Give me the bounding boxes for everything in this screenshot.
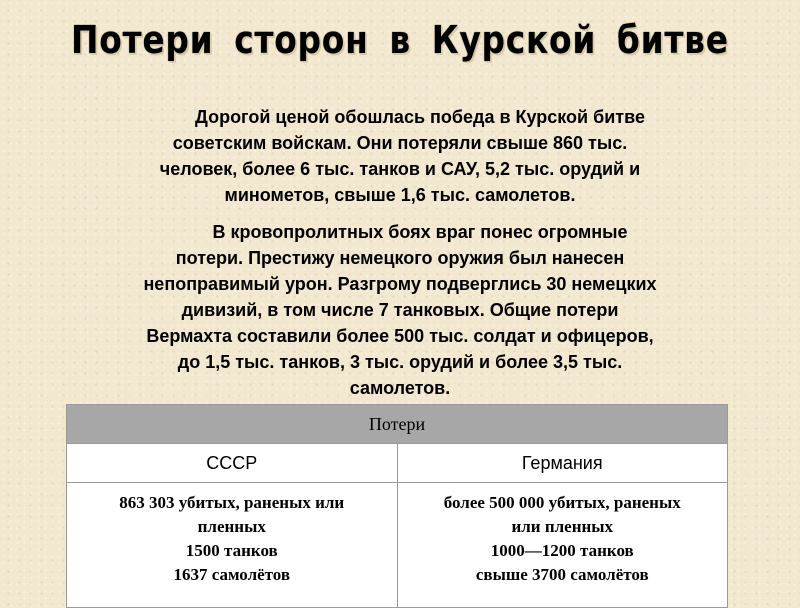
paragraph-line: дивизий, в том числе 7 танковых. Общие потери (181, 300, 619, 320)
cell-line: свыше 3700 самолётов (475, 565, 649, 584)
paragraph-line: человек, более 6 тыс. танков и САУ, 5,2 тыс. орудий и (159, 159, 641, 179)
paragraph-line: до 1,5 тыс. танков, 3 тыс. орудий и более 3,5 тыс. (177, 352, 623, 372)
cell-line: более 500 000 убитых, раненых (443, 493, 681, 512)
cell-line: 1000—1200 танков (490, 541, 634, 560)
table-columns-row (67, 444, 728, 483)
cell-line: 863 303 убитых, раненых или (119, 493, 345, 512)
germany-losses-cell (397, 483, 728, 608)
paragraph-line: потери. Престижу немецкого оружия был нанесен (175, 248, 625, 268)
losses-table (66, 404, 728, 608)
cell-line: пленных (197, 517, 266, 536)
table-header: Потери (67, 405, 728, 444)
paragraph-line: Вермахта составили более 500 тыс. солдат и офицеров, (146, 326, 654, 346)
paragraph-line: Дорогой ценой обошлась победа в Курской битве (195, 107, 645, 127)
paragraph-line: В кровопролитных боях враг понес огромные (212, 222, 628, 242)
cell-line: или пленных (511, 517, 614, 536)
cell-line: 1637 самолётов (173, 565, 291, 584)
page-title: Потери сторон в Курской битве (71, 18, 729, 62)
paragraph-line: минометов, свыше 1,6 тыс. самолетов. (224, 185, 576, 205)
cell-line: 1500 танков (185, 541, 278, 560)
table-row (67, 483, 728, 608)
column-ussr: СССР (67, 444, 398, 483)
soviet-losses-paragraph (60, 104, 740, 208)
paragraph-line: непоправимый урон. Разгрому подверглись 30 немецких (143, 274, 657, 294)
paragraph-line: советским войскам. Они потеряли свыше 860 тыс. (172, 133, 628, 153)
table-header-row (67, 405, 728, 444)
ussr-losses-cell (67, 483, 398, 608)
column-germany: Германия (397, 444, 728, 483)
paragraph-line: самолетов. (349, 378, 451, 398)
german-losses-paragraph (60, 219, 740, 401)
